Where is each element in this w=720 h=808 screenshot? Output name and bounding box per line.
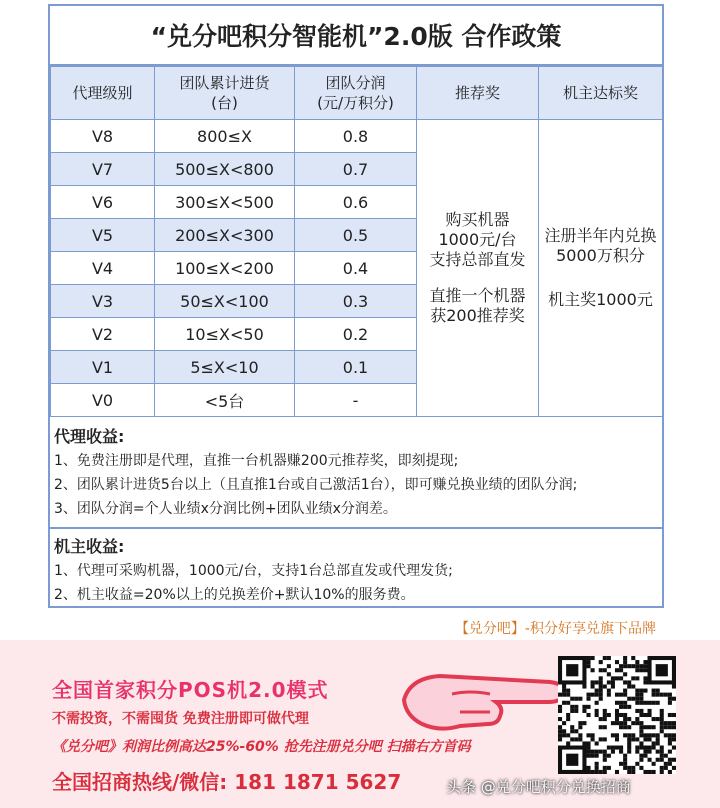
owner-line: 5000万积分 — [556, 246, 645, 265]
brand-tagline: 【兑分吧】-积分好享兑旗下品牌 — [454, 621, 656, 637]
referral-line: 支持总部直发 — [429, 250, 526, 269]
table-cell-range: 5≤X<10 — [155, 351, 295, 384]
referral-line: 购买机器 — [445, 210, 510, 229]
table-cell-rate: 0.6 — [295, 186, 417, 219]
agent-income-section — [50, 417, 662, 607]
table-cell-range: 300≤X<500 — [155, 186, 295, 219]
table-cell-rate: 0.3 — [295, 285, 417, 318]
table-cell-rate: 0.1 — [295, 351, 417, 384]
banner-headline: 全国首家积分POS机2.0模式 — [52, 678, 329, 702]
table-cell-level: V5 — [51, 219, 155, 252]
table-cell-rate: 0.2 — [295, 318, 417, 351]
header-level: 代理级别 — [51, 67, 155, 120]
policy-card — [48, 4, 664, 608]
agent-income-heading: 代理收益: — [54, 427, 125, 446]
referral-award-cell — [417, 120, 539, 417]
owner-income-heading: 机主收益: — [54, 537, 125, 556]
table-cell-level: V0 — [51, 384, 155, 417]
table-cell-range: 10≤X<50 — [155, 318, 295, 351]
table-cell-range: 500≤X<800 — [155, 153, 295, 186]
table-cell-level: V4 — [51, 252, 155, 285]
table-cell-level: V7 — [51, 153, 155, 186]
watermark: 头条 @兑分吧积分兑换招商 — [446, 778, 631, 796]
table-cell-rate: 0.4 — [295, 252, 417, 285]
page-title: “兑分吧积分智能机”2.0版 合作政策 — [50, 6, 662, 66]
divider — [50, 527, 662, 529]
owner-income-item: 2、机主收益=20%以上的兑换差价+默认10%的服务费。 — [54, 587, 415, 603]
table-cell-range: 800≤X — [155, 120, 295, 153]
owner-award-cell — [539, 120, 663, 417]
header-team-purchase: 团队累计进货 (台) — [155, 67, 295, 120]
table-cell-level: V2 — [51, 318, 155, 351]
promo-banner — [0, 640, 720, 808]
owner-line: 注册半年内兑换 — [544, 226, 657, 245]
header-team-share: 团队分润 (元/万积分) — [295, 67, 417, 120]
banner-line: 不需投资，不需囤货 免费注册即可做代理 — [52, 711, 309, 727]
header-referral: 推荐奖 — [417, 67, 539, 120]
table-cell-range: 200≤X<300 — [155, 219, 295, 252]
table-cell-rate: 0.7 — [295, 153, 417, 186]
table-cell-level: V8 — [51, 120, 155, 153]
referral-line: 获200推荐奖 — [430, 306, 525, 325]
owner-line: 机主奖1000元 — [548, 290, 653, 309]
agent-income-item: 3、团队分润=个人业绩x分润比例+团队业绩x分润差。 — [54, 501, 397, 517]
pointing-hand-icon — [400, 660, 570, 740]
table-cell-rate: - — [295, 384, 417, 417]
table-cell-rate: 0.5 — [295, 219, 417, 252]
table-cell-level: V1 — [51, 351, 155, 384]
policy-table — [50, 66, 663, 417]
agent-income-item: 2、团队累计进货5台以上（且直推1台或自己激活1台），即可赚兑换业绩的团队分润; — [54, 477, 578, 493]
agent-income-item: 1、免费注册即是代理，直推一台机器赚200元推荐奖，即刻提现; — [54, 453, 459, 469]
banner-line: 《兑分吧》利润比例高达25%-60% 抢先注册兑分吧 扫描右方首码 — [52, 739, 471, 755]
referral-line: 直推一个机器 — [429, 286, 526, 305]
table-cell-range: 50≤X<100 — [155, 285, 295, 318]
referral-line: 1000元/台 — [438, 230, 517, 249]
table-cell-level: V6 — [51, 186, 155, 219]
table-cell-level: V3 — [51, 285, 155, 318]
header-owner-award: 机主达标奖 — [539, 67, 663, 120]
hotline: 全国招商热线/微信: 181 1871 5627 — [52, 770, 402, 794]
table-cell-range: 100≤X<200 — [155, 252, 295, 285]
table-row — [51, 120, 663, 153]
table-cell-rate: 0.8 — [295, 120, 417, 153]
owner-income-item: 1、代理可采购机器，1000元/台，支持1台总部直发或代理发货; — [54, 563, 453, 579]
qr-code-icon — [558, 656, 676, 774]
table-cell-range: <5台 — [155, 384, 295, 417]
table-header-row — [51, 67, 663, 120]
